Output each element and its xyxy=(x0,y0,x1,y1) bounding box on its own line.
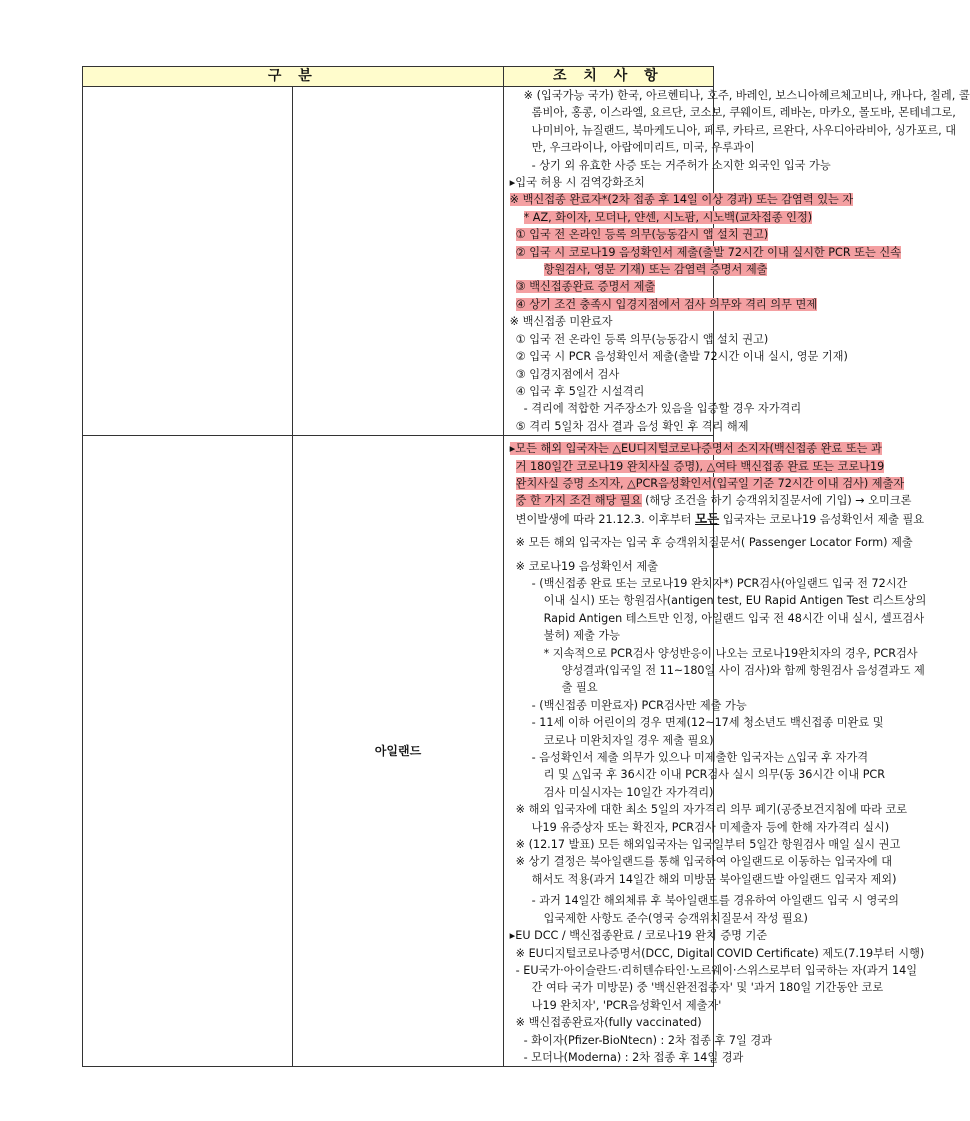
measures-table xyxy=(82,66,970,1067)
text-line: 변이발생에 따라 21.12.3. 이후부터 xyxy=(515,512,696,526)
text-line: ▸EU DCC / 백신접종완료 / 코로나19 완치 증명 기준 xyxy=(509,929,768,943)
row-ireland xyxy=(83,436,714,1067)
text-line: - (백신접종 미완료자) PCR검사만 제출 가능 xyxy=(531,698,747,712)
text-line: 불허) 제출 가능 xyxy=(543,629,620,643)
text-line: * 지속적으로 PCR검사 양성반응이 나오는 코로나19완치자의 경우, PCR검사 xyxy=(543,646,918,660)
text-line: ⑤ 격리 5일차 검사 결과 음성 확인 후 격리 해제 xyxy=(515,419,749,433)
highlighted-line: ※ 백신접종 완료자*(2차 접종 후 14일 이상 경과) 또는 감염력 있는 자 xyxy=(509,193,854,207)
text-line: - EU국가·아이슬란드·리히텐슈타인·노르웨이·스위스로부터 입국하는 자(과거 14일 xyxy=(515,963,918,977)
highlighted-line: ① 입국 전 온라인 등록 의무(능동감시 앱 설치 권고) xyxy=(515,228,769,242)
highlighted-line: ▸모든 해외 입국자는 △EU디지털코로나증명서 소지자(백신접종 완료 또는 과 xyxy=(509,442,882,456)
text-line: - (백신접종 완료 또는 코로나19 완치자*) PCR검사(아일랜드 입국 전 72시간 xyxy=(531,576,908,590)
table-header-row xyxy=(83,67,714,87)
text-line: ▸입국 허용 시 검역강화조치 xyxy=(509,176,645,190)
region-cell xyxy=(83,87,293,436)
country-name: 아일랜드 xyxy=(293,436,503,1067)
emphasis-all: 모든 xyxy=(695,510,720,526)
header-category: 구 분 xyxy=(83,67,504,87)
text-line: 리 및 △입국 후 36시간 이내 PCR검사 실시 의무(동 36시간 이내 PCR xyxy=(543,768,886,782)
text-line: 나19 완치자', 'PCR음성확인서 제출자' xyxy=(531,998,722,1012)
text-line: 간 여타 국가 미방문) 중 '백신완전접종자' 및 '과거 180일 기간동안 코로 xyxy=(531,981,884,995)
text-line: 코로나 미완치자일 경우 제출 필요) xyxy=(543,733,714,747)
highlighted-line: 완치사실 증명 소지자, △PCR음성확인서(입국일 기준 72시간 이내 검사) 제출자 xyxy=(515,476,905,490)
region-cell xyxy=(83,436,293,1067)
text-line: ※ 백신접종 미완료자 xyxy=(509,315,613,329)
highlighted-line: 항원검사, 영문 기재) 또는 감염력 증명서 제출 xyxy=(543,263,768,277)
text-line: Rapid Antigen 테스트만 인정, 아일랜드 입국 전 48시간 이내 실시, 셀프검사 xyxy=(543,611,925,625)
text-line: - 상기 외 유효한 사증 또는 거주허가 소지한 외국인 입국 가능 xyxy=(531,158,831,172)
header-measures: 조 치 사 항 xyxy=(503,67,713,87)
text-line: ※ 해외 입국자에 대한 최소 5일의 자가격리 의무 폐기(공중보건지침에 따라 코로 xyxy=(515,803,908,817)
text-line: - 과거 14일간 해외체류 후 북아일랜드를 경유하여 아일랜드 입국 시 영국의 xyxy=(531,894,899,908)
country-cell-previous xyxy=(293,87,503,436)
text-line: ※ (12.17 발표) 모든 해외입국자는 입국일부터 5일간 항원검사 매일 실시 권고 xyxy=(515,838,901,852)
text-line: 입국자는 코로나19 음성확인서 제출 필요 xyxy=(719,512,925,526)
text-line: ④ 입국 후 5일간 시설격리 xyxy=(515,384,645,398)
text-line: - 화이자(Pfizer-BioNtecn) : 2차 접종 후 7일 경과 xyxy=(523,1033,772,1047)
measures-cell-ireland xyxy=(503,436,927,1067)
highlighted-line: * AZ, 화이자, 모더나, 얀센, 시노팜, 시노백(교차접종 인정) xyxy=(523,210,813,224)
text-line: ※ (입국가능 국가) 한국, 아르헨티나, 호주, 바레인, 보스니아헤르체고비나, 캐나다, 칠레, 콜 xyxy=(523,89,970,102)
text-line: 검사 미실시자는 10일간 자가격리) xyxy=(543,785,714,799)
highlighted-line: ④ 상기 조건 충족시 입경지점에서 검사 의무와 격리 의무 면제 xyxy=(515,297,818,311)
text-line: - 모더나(Moderna) : 2차 접종 후 14일 경과 xyxy=(523,1050,744,1064)
row-previous-country xyxy=(83,87,714,436)
text-line: ※ EU디지털코로나증명서(DCC, Digital COVID Certificate) 제도(7.19부터 시행) xyxy=(515,946,925,960)
text-line: 나19 유증상자 또는 확진자, PCR검사 미제출자 등에 한해 자가격리 실시) xyxy=(531,820,890,834)
text-line: - 음성확인서 제출 의무가 있으나 미제출한 입국자는 △입국 후 자가격 xyxy=(531,751,869,765)
highlighted-line: 중 한 가지 조건 해당 필요 xyxy=(515,494,642,508)
text-line: ③ 입경지점에서 검사 xyxy=(515,367,620,381)
text-line: ① 입국 전 온라인 등록 의무(능동감시 앱 설치 권고) xyxy=(515,332,769,346)
highlighted-line: ② 입국 시 코로나19 음성확인서 제출(출발 72시간 이내 실시한 PCR 또는 신속 xyxy=(515,245,901,259)
text-line: ※ 상기 결정은 북아일랜드를 통해 입국하여 아일랜드로 이동하는 입국자에 대 xyxy=(515,855,893,869)
highlighted-line: ③ 백신접종완료 증명서 제출 xyxy=(515,280,656,294)
text-line: 만, 우크라이나, 아랍에미리트, 미국, 우루과이 xyxy=(531,141,755,155)
text-line: 입국제한 사항도 준수(영국 승객위치질문서 작성 필요) xyxy=(543,911,808,925)
text-line: ② 입국 시 PCR 음성확인서 제출(출발 72시간 이내 실시, 영문 기재) xyxy=(515,350,848,364)
text-line: 출 필요 xyxy=(561,681,598,695)
text-line: - 11세 이하 어린이의 경우 면제(12~17세 청소년도 백신접종 미완료 및 xyxy=(531,716,884,730)
text-line: ※ 백신접종완료자(fully vaccinated) xyxy=(515,1016,702,1030)
highlighted-line: 거 180일간 코로나19 완치사실 증명), △여타 백신접종 완료 또는 코로나19 xyxy=(515,459,885,473)
text-line: - 격리에 적합한 거주장소가 있음을 입증할 경우 자가격리 xyxy=(523,402,802,416)
text-line: ※ 모든 해외 입국자는 입국 후 승객위치질문서( Passenger Locator Form) 제출 xyxy=(515,536,913,550)
text-line: 해서도 적용(과거 14일간 해외 미방문 북아일랜드발 아일랜드 입국자 제외) xyxy=(531,872,897,886)
text-line: 롬비아, 홍콩, 이스라엘, 요르단, 코소보, 쿠웨이트, 레바논, 마카오, 몰도바, 몬테네그로, xyxy=(531,106,956,120)
text-line: ※ 코로나19 음성확인서 제출 xyxy=(515,559,659,573)
text-line: 나미비아, 뉴질랜드, 북마케도니아, 페루, 카타르, 르완다, 사우디아라비아, 싱가포르, 대 xyxy=(531,123,956,137)
text-line: 양성결과(입국일 전 11~180일 사이 검사)와 함께 항원검사 음성결과도 제 xyxy=(561,664,925,677)
measures-cell-previous xyxy=(503,87,970,436)
text-line: 이내 실시) 또는 항원검사(antigen test, EU Rapid Antigen Test 리스트상의 xyxy=(543,594,927,608)
text-line: (해당 조건을 하기 승객위치질문서에 기입) → 오미크론 xyxy=(641,494,912,508)
